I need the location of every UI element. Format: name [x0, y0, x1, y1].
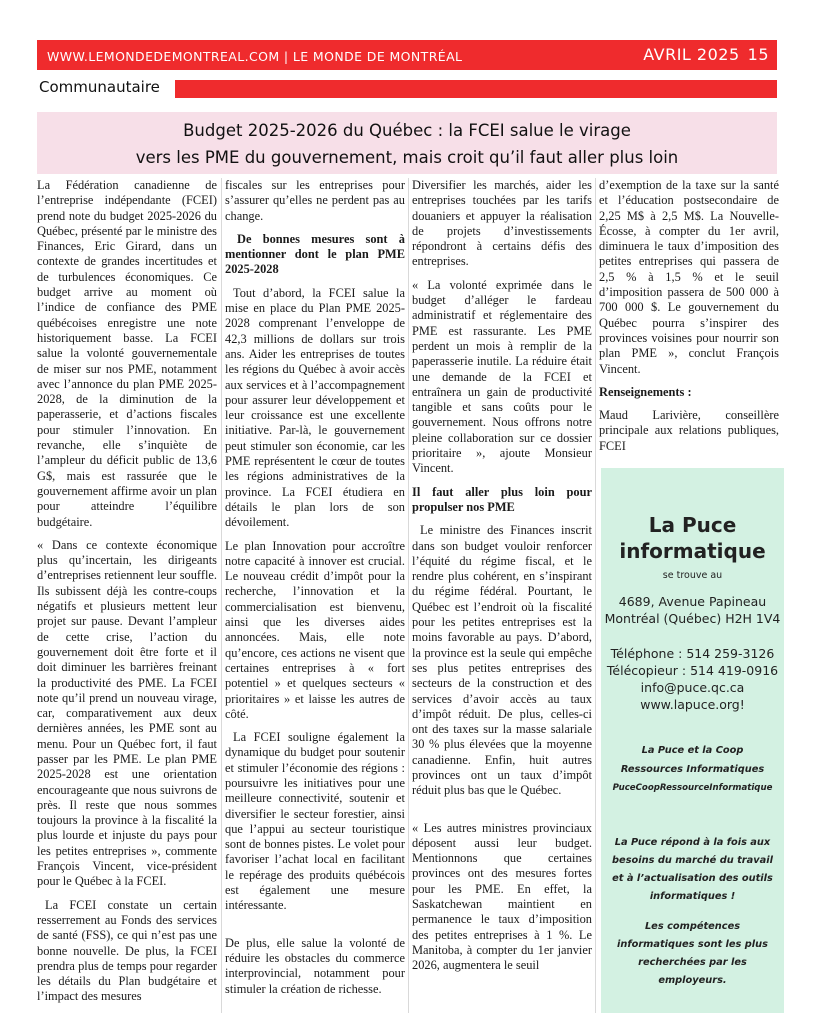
article-column-1: [37, 178, 217, 1013]
paragraph: « Dans ce contexte économique plus qu’incertain, les dirigeants d’entreprises retiennent leur souffle. Ils subissent déjà les contre-coups négatifs et plusieurs mettent leur projet sur pause. Devant l’ampleur de cette crise, l’action du gouvernement doit être forte et il doit diminuer les barrières freinant la productivité des PME. La FCEI note qu’il prend un nouveau virage, car, comparativement aux deux dernières années, les PME sont au menu. Pour un Québec fort, il faut passer par les PME. Le plan PME 2025-2028 est une orientation encourageante que nous suivrons de près. Il reste que nous sommes toujours la province à la fiscalité la plus lourde et injuste du pays pour les petites entreprises », commente François Vincent, vice-président pour le Québec à la FCEI.: [37, 537, 217, 889]
address-line-2: Montréal (Québec) H2H 1V4: [604, 611, 781, 626]
paragraph: De plus, elle salue la volonté de réduire les obstacles du commerce interprovincial, notamment pour stimuler la création de richesse.: [225, 935, 405, 996]
paragraph: Diversifier les marchés, aider les entreprises touchées par les tarifs douaniers et appuyer la réalisation de projets d’investissements répondront à certains défis des entreprises.: [412, 178, 592, 269]
paragraph: La Fédération canadienne de l’entreprise indépendante (FCEI) prend note du budget 2025-2026 du Québec, présenté par le ministre des Finances, Eric Girard, dans un contexte de grandes incertitudes et de turbulences économiques. Ce budget arrive au moment où l’indice de confiance des PME québécoises enregistre une note historiquement basse. La FCEI salue la volonté gouvernementale de miser sur nos PME, notamment avec l’annonce du plan PME 2025-2028, de la diminution de la paperasserie, et d’actions fiscales pour stimuler l’innovation. En revanche, elle s’inquiète de l’ampleur du déficit public de 13,6 G$, mais est rassurée que le gouvernement affirme avoir un plan pour atteindre l’équilibre budgétaire.: [37, 178, 217, 529]
coop-line-1: La Puce et la Coop: [641, 745, 744, 756]
ad-title-line-2: informatique: [619, 539, 766, 563]
headline-line-2: vers les PME du gouvernement, mais croit qu’il faut aller plus loin: [135, 148, 679, 167]
section-header: [37, 78, 777, 100]
email-link[interactable]: info@puce.qc.ca: [640, 680, 745, 695]
paragraph: fiscales sur les entreprises pour s’assurer qu’elles ne perdent pas au change.: [225, 178, 405, 223]
paragraph: d’exemption de la taxe sur la santé et l’éducation postsecondaire de 2,25 M$ à 2,5 M$. La Nouvelle-Écosse, à compter du 1er avril, diminuera le taux d’imposition des petites entreprises qui passera de 2,5 % à 1,5 % et le seuil d’imposition passera de 500 000 à 700 000 $. Le gouvernement du Québec pourra s’inspirer des provinces voisines pour nourrir son plan PME », conclut François Vincent.: [599, 178, 779, 376]
coop-line-2: Ressources Informatiques: [620, 764, 765, 775]
article-column-4: [599, 178, 779, 462]
article-column-3: [412, 178, 592, 982]
advertisement-box: [601, 468, 784, 1013]
section-label: Communautaire: [39, 78, 164, 96]
paragraph: La FCEI constate un certain resserrement au Fonds des services de santé (FSS), ce qui n’est pas une bonne nouvelle. De plus, la FCEI prendra plus de temps pour regarder les détails du Plan budgétaire et l’impact des mesures: [37, 897, 217, 1004]
issue-date: AVRIL 2025: [643, 45, 740, 64]
headline-line-1: Budget 2025-2026 du Québec : la FCEI salue le virage: [183, 121, 631, 140]
site-name: WWW.LEMONDEDEMONTREAL.COM | LE MONDE DE MONTRÉAL: [47, 49, 463, 64]
ad-title-line-1: La Puce: [648, 513, 737, 537]
column-divider: [221, 178, 222, 1013]
paragraph: « La volonté exprimée dans le budget d’alléger le fardeau administratif et réglementaire des PME est rassurante. Les PME perdent un mois à remplir de la paperasserie inutile. La réduire était une demande de la FCEI et entraînera un gain de productivité tangible et sans coûts pour le gouvernement. Nous offrons notre pleine collaboration sur ce dossier prioritaire », ajoute Monsieur Vincent.: [412, 277, 592, 476]
ad-title: [601, 512, 784, 564]
masthead-bar: [37, 40, 777, 70]
ad-subtitle: se trouve au: [662, 570, 723, 581]
website-link[interactable]: www.lapuce.org!: [640, 697, 745, 712]
paragraph: Le plan Innovation pour accroître notre capacité à innover est crucial. Le nouveau crédit d’impôt pour la recherche, l’innovation et la commercialisation est bienvenu, ainsi que les diverses aides annoncées. Mais, elle note qu’encore, ces actions ne visent que certaines entreprises à « fort potentiel » et quelques secteurs « prioritaires » et laisse les autres de côté.: [225, 538, 405, 721]
promo-text-1: La Puce répond à la fois aux besoins du marché du travail et à l’actualisation des outils informatiques !: [612, 837, 773, 902]
paragraph: La FCEI souligne également la dynamique du budget pour soutenir et stimuler l’économie des régions : poursuivre les initiatives pour une meilleure connectivité, soutenir et diversifier le secteur forestier, ainsi que l’appui au secteur touristique sont de bonnes pistes. Le volet pour favoriser l’achat local en facilitant le repérage des produits québécois est également une mesure intéressante.: [225, 730, 405, 913]
fax-number: Télécopieur : 514 419-0916: [606, 663, 779, 678]
column-divider: [408, 178, 409, 1013]
contact-info: Maud Larivière, conseillère principale aux relations publiques, FCEI: [599, 408, 779, 453]
coop-handle: PuceCoopRessourceInformatique: [612, 783, 773, 793]
issue-info: [643, 45, 769, 64]
article-headline: [37, 112, 777, 174]
paragraph: Tout d’abord, la FCEI salue la mise en place du Plan PME 2025-2028 comprenant l’enveloppe de 42,3 millions de dollars sur trois ans. Aider les entreprises de toutes les régions du Québec à avoir accès aux services et à l’accompagnement pour assurer leur développement et leur croissance est une excellente initiative. Par-là, le gouvernement peut stimuler son économie, car les PME représentent le cœur de toutes les régions administratives de la province. La FCEI étudiera en détails le plan lors de son dévoilement.: [225, 285, 405, 530]
section-bar: [175, 80, 777, 98]
column-divider: [595, 178, 596, 1013]
subheading: Il faut aller plus loin pour propulser nos PME: [412, 484, 592, 514]
paragraph: « Les autres ministres provinciaux déposent aussi leur budget. Mentionnons que certaines provinces ont des mesures fortes pour les PME. En effet, la Saskatchewan maintient en permanence le taux d’imposition des petites entreprises à 1 %. Le Manitoba, à compter du 1er janvier 2026, augmentera le seuil: [412, 820, 592, 973]
info-label: Renseignements :: [599, 384, 692, 399]
article-column-2: [225, 178, 405, 1005]
ad-contact: [601, 645, 784, 713]
page-number: 15: [747, 45, 769, 64]
address-line-1: 4689, Avenue Papineau: [618, 594, 767, 609]
paragraph: Le ministre des Finances inscrit dans son budget vouloir renforcer l’équité du régime fiscal, et le rendre plus cohérent, en s’inspirant du régime fédéral. Pourtant, le Québec est l’endroit où la fiscalité pour les petites entreprises est la moins favorable au pays. D’abord, la province est la seule qui empêche ses plus petites entreprises des secteurs de la construction et des services d’avoir accès au taux d’impôt réduit. De plus, celles-ci ont des taxes sur la masse salariale 30 % plus élevées que la moyenne canadienne. Enfin, huit autres provinces ont un taux d’impôt réduit plus bas que le Québec.: [412, 523, 592, 798]
ad-promo: [601, 834, 784, 990]
subheading: De bonnes mesures sont à mentionner dont le plan PME 2025-2028: [225, 231, 405, 277]
promo-text-2: Les compétences informatiques sont les plus recherchées par les employeurs.: [617, 921, 768, 986]
ad-coop: [601, 741, 784, 798]
phone-number: Téléphone : 514 259-3126: [610, 646, 775, 661]
ad-address: [601, 593, 784, 627]
